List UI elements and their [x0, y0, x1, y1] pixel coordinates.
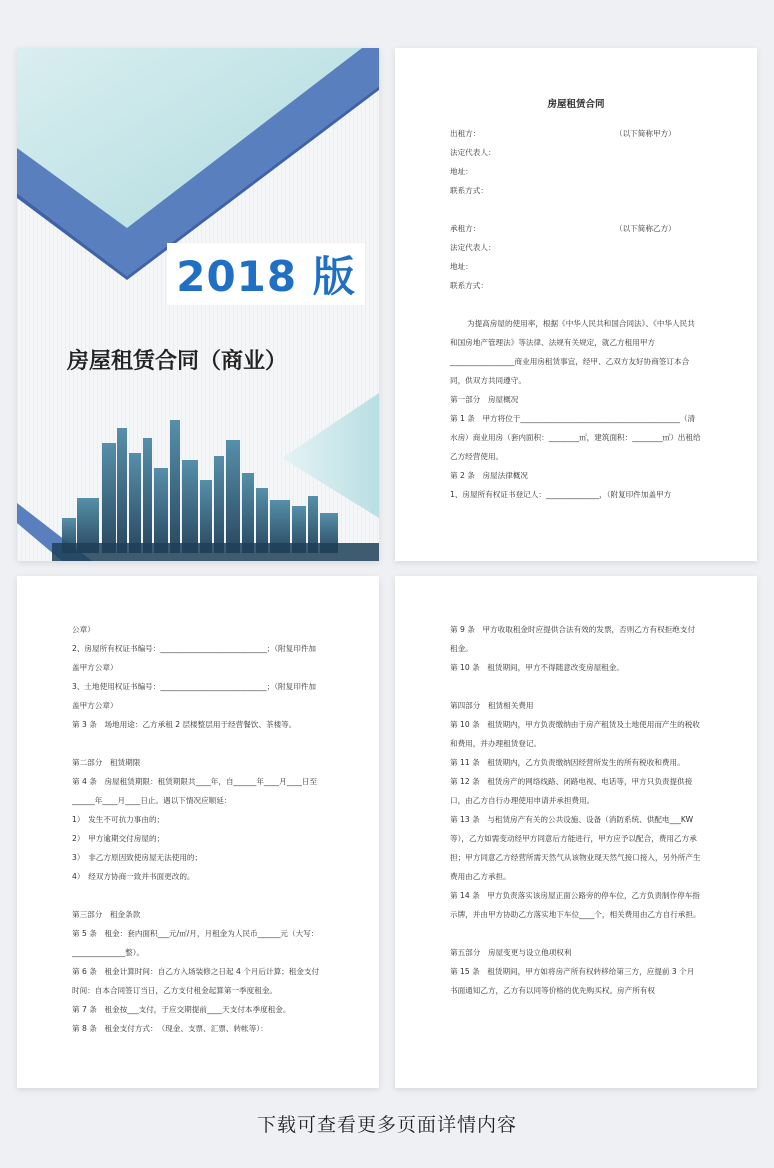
download-more-link[interactable]: 下载可查看更多页面详情内容	[256, 1114, 517, 1136]
article-11: 第 11 条 租赁期内，乙方负责缴纳因经营所发生的所有税收和费用。	[450, 758, 685, 767]
part4-heading: 第四部分 租赁相关费用	[450, 701, 534, 710]
lessor-label: 出租方：	[450, 129, 481, 138]
lessee-address-label: 地址：	[450, 262, 473, 271]
lessee-rep-label: 法定代表人：	[450, 243, 496, 252]
condition-3: 3） 非乙方原因致使房屋无法使用的；	[72, 853, 203, 862]
article-13: 第 13 条 与租赁房产有关的公共设施、设备（消防系统、供配电___KW 等），乙方如需变动经甲方同意后方能进行，甲方应予以配合，费用乙方承担；甲方同意乙方经营所需天然气从该物业现天然气接口接入，另外所产生费用由乙方承担。	[450, 815, 701, 881]
article-9: 第 9 条 甲方收取租金时应提供合法有效的发票，否则乙方有权拒绝支付租金。	[450, 625, 696, 653]
article-3: 第 3 条 场地用途：乙方承租 2 层楼整层用于经营餐饮、茶楼等。	[72, 720, 297, 729]
page4-body	[450, 620, 701, 1000]
condition-1: 1） 发生不可抗力事由的；	[72, 815, 165, 824]
lessor-alias: （以下简称甲方）	[615, 129, 676, 138]
article-15: 第 15 条 租赁期间，甲方如将房产所有权转移给第三方，应提前 3 个月书面通知乙方，乙方有以同等价格的优先购买权。房产所有权	[450, 967, 695, 995]
article-7: 第 7 条 租金按___支付，于应交期提前____天支付本季度租金。	[72, 1005, 291, 1014]
lessor-contact-label: 联系方式：	[450, 186, 488, 195]
item-1: 1、房屋所有权证书登记人：______________，（附复印件加盖甲方	[450, 490, 672, 499]
article-6: 第 6 条 租金计算时间：自乙方入场装修之日起 4 个月后计算；租金支付时间：自本合同签订当日，乙方支付租金起算第一季度租金。	[72, 967, 320, 995]
contract-page-2	[395, 48, 757, 561]
part1-heading: 第一部分 房屋概况	[450, 395, 519, 404]
lessor-address-label: 地址：	[450, 167, 473, 176]
item-3: 3、土地使用权证书编号：____________________________；（附复印件加盖甲方公章）	[72, 682, 317, 710]
article-10b: 第 10 条 租赁期内，甲方负责缴纳由于房产租赁及土地使用而产生的税收和费用，并办理租赁登记。	[450, 720, 700, 748]
part2-heading: 第二部分 租赁期限	[72, 758, 141, 767]
cover-subtitle: 房屋租赁合同（商业）	[67, 349, 288, 374]
article-8: 第 8 条 租金支付方式： （现金、支票、汇票、转帐等）：	[72, 1024, 268, 1033]
part5-heading: 第五部分 房屋变更与设立他项权利	[450, 948, 572, 957]
lessee-label: 承租方：	[450, 224, 481, 233]
part3-heading: 第三部分 租金条款	[72, 910, 141, 919]
document-title: 房屋租赁合同	[547, 99, 605, 110]
cover-version: 2018 版	[176, 252, 356, 301]
contract-page-4	[395, 576, 757, 1088]
contract-page-3	[17, 576, 379, 1088]
condition-2: 2） 甲方逾期交付房屋的；	[72, 834, 165, 843]
lessee-contact-label: 联系方式：	[450, 281, 488, 290]
line-seal: 公章）	[72, 625, 95, 634]
lessee-alias: （以下简称乙方）	[615, 224, 676, 233]
article-10a: 第 10 条 租赁期间，甲方不得随意改变房屋租金。	[450, 663, 624, 672]
preamble-paragraph: 为提高房屋的使用率，根据《中华人民共和国合同法》、《中华人民共和国房地产管理法》等法律、法规有关规定，就乙方租用甲方_________________商业用房租赁事宜，经甲、乙双方友好协商签订本合同，供双方共同遵守。	[450, 319, 695, 385]
cover-page	[17, 48, 379, 561]
article-4: 第 4 条 房屋租赁期限：租赁期限共____年，自______年____月____日至______年____月____日止。遇以下情况应顺延：	[72, 777, 318, 805]
item-2: 2、房屋所有权证书编号：____________________________；（附复印件加盖甲方公章）	[72, 644, 317, 672]
article-14: 第 14 条 甲方负责落实该房屋正面公路旁的停车位，乙方负责制作停车指示牌，并由甲方协助乙方落实地下车位____个，相关费用由乙方自行承担。	[450, 891, 701, 919]
article-2: 第 2 条 房屋法律概况	[450, 471, 529, 480]
article-12: 第 12 条 租赁房产的网络线路、闭路电视、电话等，甲方只负责提供接口，由乙方自行办理使用申请并承担费用。	[450, 777, 693, 805]
article-5: 第 5 条 租金：套内面积___元/㎡/月，月租金为人民币______元（大写：______________整）。	[72, 929, 319, 957]
condition-4: 4） 经双方协商一致并书面更改的。	[72, 872, 195, 881]
party-block	[450, 124, 701, 504]
article-1: 第 1 条 甲方将位于__________________________________________（清水房）商业用房（套内面积：________㎡，建筑面积：________㎡）出租给乙方经营使用。	[450, 414, 701, 461]
cover-version-box	[167, 243, 365, 305]
page3-body	[72, 620, 323, 1038]
lessor-rep-label: 法定代表人：	[450, 148, 496, 157]
